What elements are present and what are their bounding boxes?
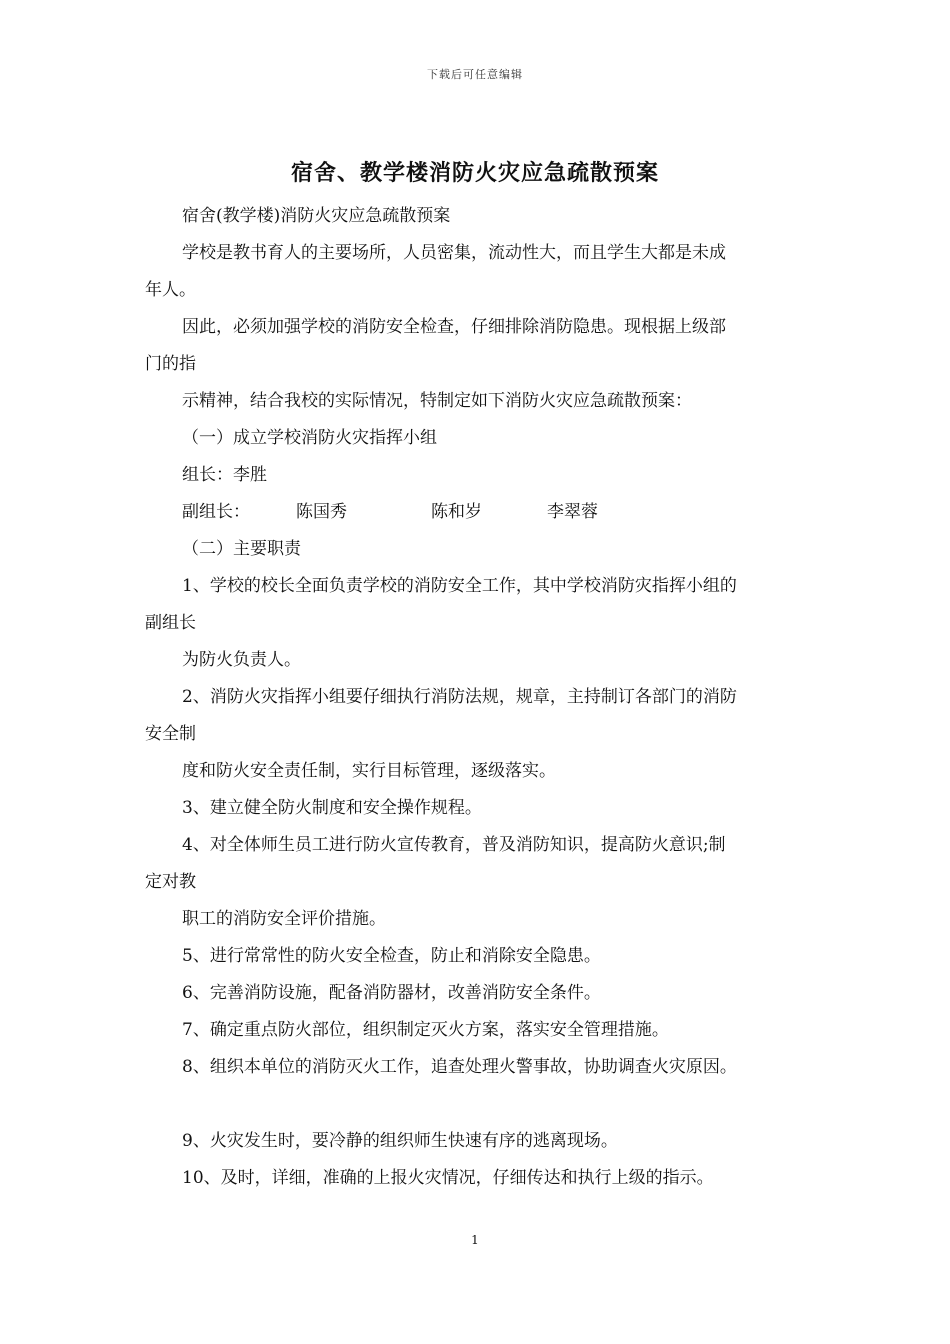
duty-9: 9、火灾发生时，要冷静的组织师生快速有序的逃离现场。: [182, 1131, 618, 1151]
duty-3: 3、建立健全防火制度和安全操作规程。: [182, 798, 482, 818]
deputy-leaders-line: [145, 494, 810, 531]
deputy-name: 陈国秀: [296, 502, 347, 522]
duty-7: 7、确定重点防火部位，组织制定灭火方案，落实安全管理措施。: [182, 1020, 669, 1040]
section-heading-1: （一）成立学校消防火灾指挥小组: [182, 428, 437, 448]
duty-10: 10、及时，详细，准确的上报火灾情况，仔细传达和执行上级的指示。: [182, 1168, 714, 1188]
duty-6: 6、完善消防设施，配备消防器材，改善消防安全条件。: [182, 983, 601, 1003]
deputy-label: 副组长：: [182, 502, 250, 522]
paragraph-reason-line-1: 因此，必须加强学校的消防安全检查，仔细排除消防隐患。现根据上级部: [182, 317, 726, 337]
paragraph-intro-line-2: 年人。: [145, 280, 196, 300]
duty-2-line-3: 度和防火安全责任制，实行目标管理，逐级落实。: [182, 761, 556, 781]
document-title: 宿舍、教学楼消防火灾应急疏散预案: [290, 160, 659, 186]
document-body: [145, 198, 810, 1197]
duty-4-line-2: 定对教: [145, 872, 196, 892]
duty-2-line-2: 安全制: [145, 724, 196, 744]
duty-4-line-1: 4、对全体师生员工进行防火宣传教育，普及消防知识，提高防火意识;制: [182, 835, 726, 855]
duty-4-line-3: 职工的消防安全评价措施。: [182, 909, 386, 929]
section-heading-2: （二）主要职责: [182, 539, 301, 559]
paragraph-intro-line-1: 学校是教书育人的主要场所，人员密集，流动性大，而且学生大都是未成: [182, 243, 726, 263]
duty-1-line-3: 为防火负责人。: [182, 650, 301, 670]
duty-1-line-1: 1、学校的校长全面负责学校的消防安全工作，其中学校消防灾指挥小组的: [182, 576, 737, 596]
paragraph-reason-line-3: 示精神，结合我校的实际情况，特制定如下消防火灾应急疏散预案：: [182, 391, 692, 411]
duty-1-line-2: 副组长: [145, 613, 196, 633]
deputy-name: 陈和岁: [431, 502, 482, 522]
paragraph-reason-line-2: 门的指: [145, 354, 196, 374]
page-number: 1: [471, 1233, 479, 1247]
duty-5: 5、进行常常性的防火安全检查，防止和消除安全隐患。: [182, 946, 601, 966]
paragraph-gap: [145, 1086, 810, 1123]
paragraph-subtitle: 宿舍(教学楼)消防火灾应急疏散预案: [182, 206, 451, 226]
duty-8: 8、组织本单位的消防灭火工作，追查处理火警事故，协助调查火灾原因。: [182, 1057, 737, 1077]
deputy-name: 李翠蓉: [547, 502, 598, 522]
header-note: 下载后可任意编辑: [427, 68, 523, 81]
leader-line: 组长：李胜: [182, 465, 267, 485]
duty-2-line-1: 2、消防火灾指挥小组要仔细执行消防法规，规章，主持制订各部门的消防: [182, 687, 737, 707]
